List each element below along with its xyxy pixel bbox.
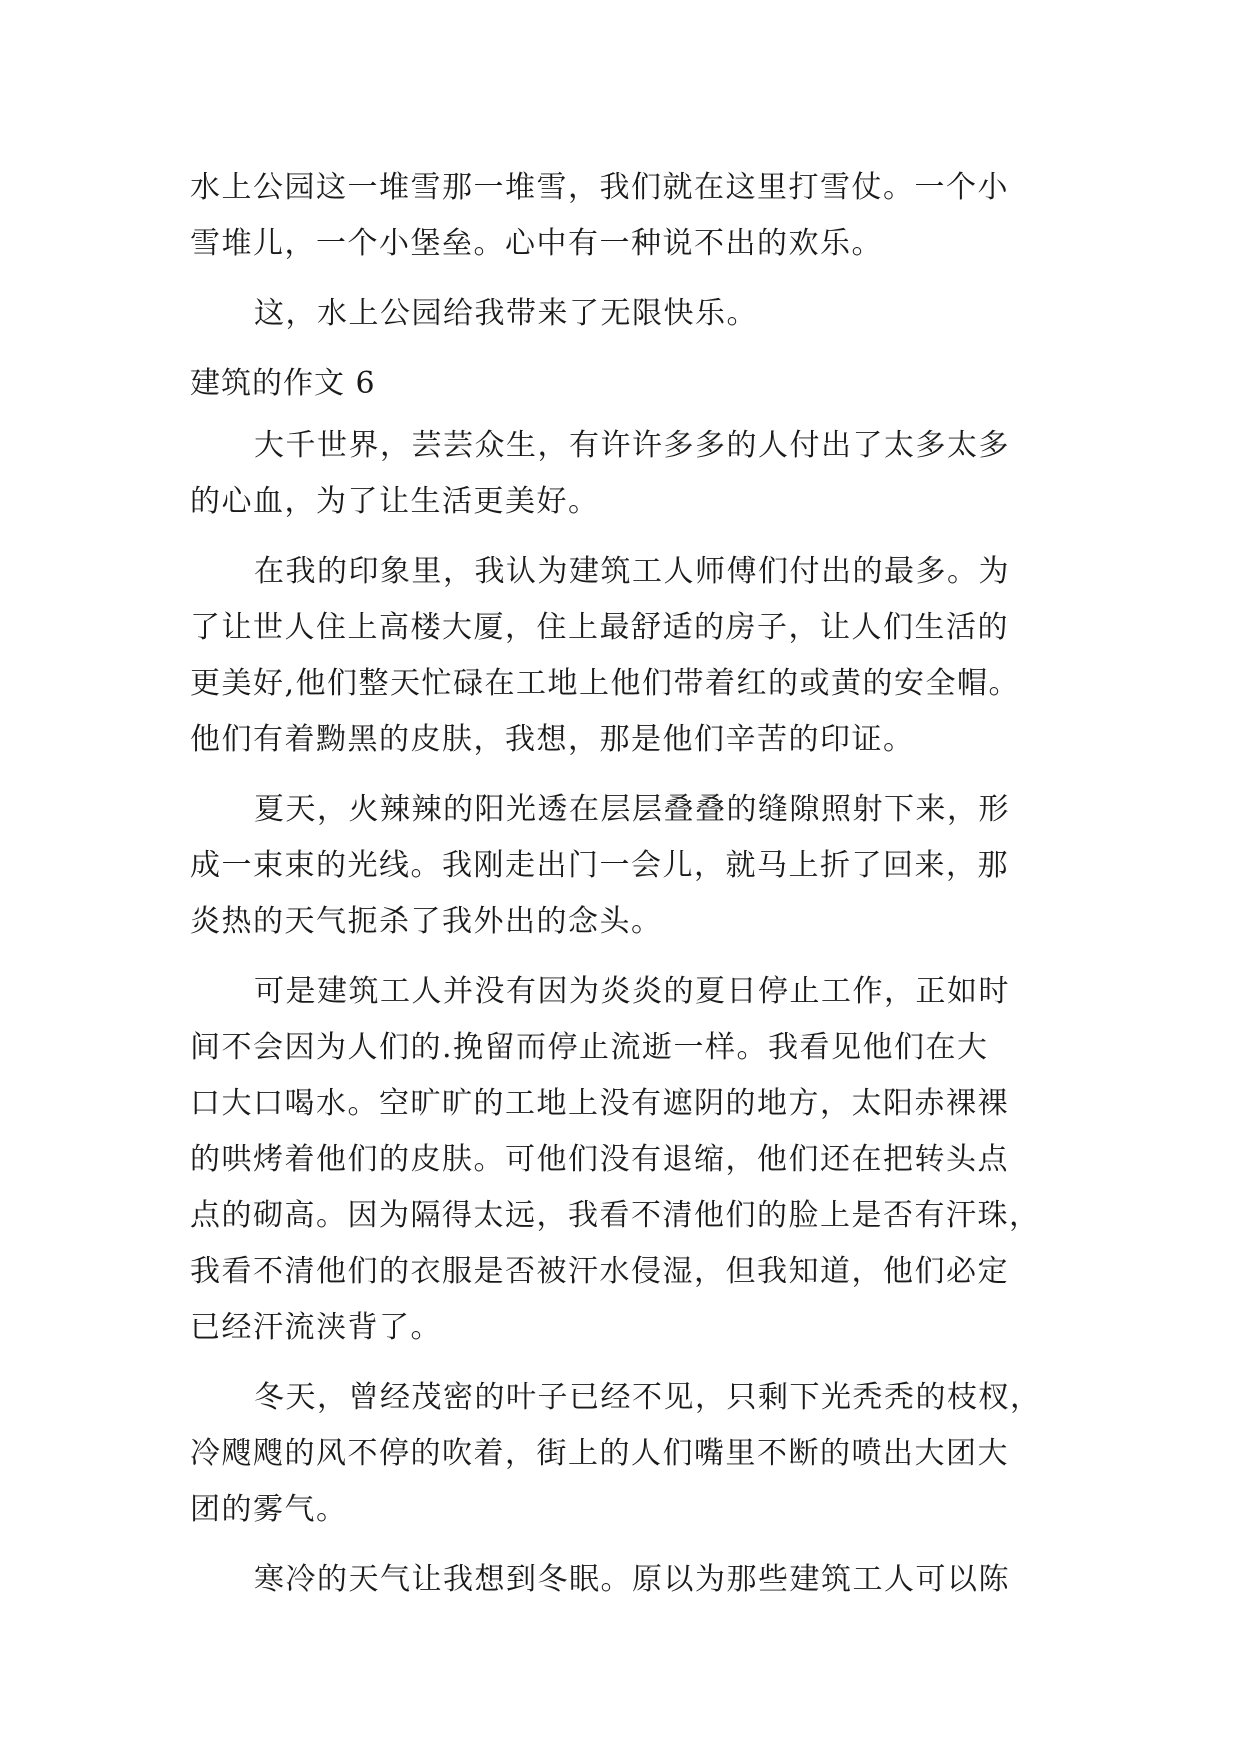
text-line: 冷飕飕的风不停的吹着，街上的人们嘴里不断的喷出大团大 [190,1436,1009,1471]
text-line: 团的雾气。 [190,1492,348,1527]
text-line: 点的砌高。因为隔得太远，我看不清他们的脸上是否有汗珠， [190,1198,1041,1233]
text-line: 夏天，火辣辣的阳光透在层层叠叠的缝隙照射下来，形 [254,792,1010,827]
text-line: 的哄烤着他们的皮肤。可他们没有退缩，他们还在把转头点 [190,1142,1009,1177]
paragraph [190,782,1058,950]
text-line: 的心血，为了让生活更美好。 [190,484,600,519]
text-line: 寒冷的天气让我想到冬眠。原以为那些建筑工人可以陈 [254,1562,1010,1597]
paragraph [190,544,1058,768]
essay-heading: 建筑的作文 6 [190,366,376,401]
text-line: 已经汗流浃背了。 [190,1310,442,1345]
text-line: 他们有着黝黑的皮肤，我想，那是他们辛苦的印证。 [190,722,915,757]
paragraph [190,160,1058,272]
text-line: 口大口喝水。空旷旷的工地上没有遮阴的地方，太阳赤裸裸 [190,1086,1009,1121]
paragraph [190,964,1058,1356]
text-line: 成一束束的光线。我刚走出门一会儿，就马上折了回来，那 [190,848,1009,883]
essay-heading-block [190,356,1058,412]
text-line: 大千世界，芸芸众生，有许许多多的人付出了太多太多 [254,428,1010,463]
paragraph [190,1552,1058,1608]
text-line: 炎热的天气扼杀了我外出的念头。 [190,904,663,939]
text-line: 可是建筑工人并没有因为炎炎的夏日停止工作，正如时 [254,974,1010,1009]
text-line: 这，水上公园给我带来了无限快乐。 [254,296,758,331]
text-line: 在我的印象里，我认为建筑工人师傅们付出的最多。为 [254,554,1010,589]
text-line: 水上公园这一堆雪那一堆雪，我们就在这里打雪仗。一个小 [190,170,1009,205]
paragraph [190,286,1058,342]
paragraph [190,418,1058,530]
text-line: 间不会因为人们的.挽留而停止流逝一样。我看见他们在大 [190,1030,989,1065]
document-body [190,160,1058,1622]
text-line: 冬天，曾经茂密的叶子已经不见，只剩下光秃秃的枝杈， [254,1380,1042,1415]
text-line: 了让世人住上高楼大厦，住上最舒适的房子，让人们生活的 [190,610,1009,645]
text-line: 更美好,他们整天忙碌在工地上他们带着红的或黄的安全帽。 [190,666,1021,701]
text-line: 我看不清他们的衣服是否被汗水侵湿，但我知道，他们必定 [190,1254,1009,1289]
paragraph [190,1370,1058,1538]
text-line: 雪堆儿，一个小堡垒。心中有一种说不出的欢乐。 [190,226,883,261]
